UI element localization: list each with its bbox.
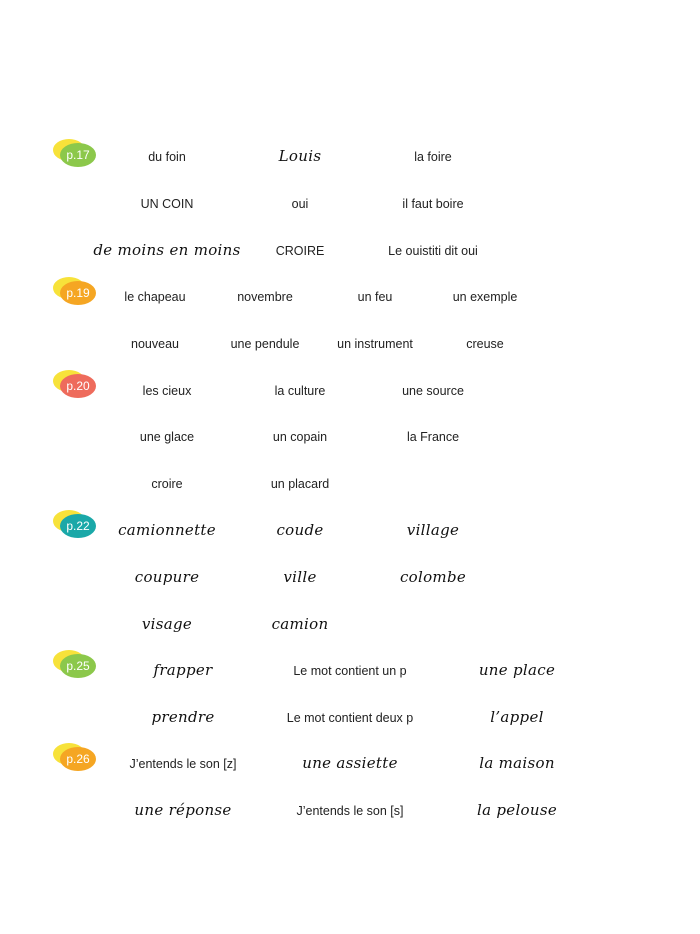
word: Le mot contient deux p: [286, 711, 414, 725]
word: un feu: [357, 290, 393, 304]
word-cursive: coude: [276, 521, 324, 539]
badge-label: p.20: [60, 374, 96, 398]
word: la foire: [414, 150, 452, 164]
page-badge-p17: [53, 139, 97, 169]
word: il faut boire: [402, 197, 464, 211]
word: nouveau: [131, 337, 179, 351]
page-badge-p19: [53, 277, 97, 307]
word: Le ouistiti dit oui: [388, 244, 478, 258]
badge-label: p.19: [60, 281, 96, 305]
word-cursive: une assiette: [302, 754, 398, 772]
word-cursive: prendre: [151, 708, 215, 726]
word: du foin: [148, 150, 186, 164]
word: le chapeau: [124, 290, 186, 304]
word-cursive: ville: [283, 568, 317, 586]
word: UN COIN: [140, 197, 194, 211]
page-badge-p26: [53, 743, 97, 773]
word: la France: [406, 430, 460, 444]
word-cursive: camionnette: [118, 521, 216, 539]
word: creuse: [466, 337, 504, 351]
word-cursive: village: [406, 521, 460, 539]
word-cursive: l’appel: [490, 708, 544, 726]
word-cursive: coupure: [134, 568, 200, 586]
word: un exemple: [452, 290, 518, 304]
word: un placard: [270, 477, 330, 491]
word-cursive: une place: [478, 661, 556, 679]
word-cursive: de moins en moins: [93, 241, 241, 259]
word-cursive: visage: [141, 615, 193, 633]
word: J’entends le son [z]: [129, 757, 237, 771]
badge-label: p.26: [60, 747, 96, 771]
word-cursive: Louis: [278, 147, 322, 165]
word: une pendule: [230, 337, 300, 351]
word: une glace: [139, 430, 195, 444]
word: un copain: [272, 430, 328, 444]
word-cursive: une réponse: [134, 801, 232, 819]
word: Le mot contient un p: [293, 664, 407, 678]
page-badge-p20: [53, 370, 97, 400]
page-badge-p22: [53, 510, 97, 540]
word-cursive: la maison: [479, 754, 555, 772]
badge-label: p.22: [60, 514, 96, 538]
word: une source: [402, 384, 464, 398]
word-cursive: la pelouse: [476, 801, 558, 819]
word: la culture: [274, 384, 326, 398]
word-cursive: camion: [271, 615, 329, 633]
page-badge-p25: [53, 650, 97, 680]
word: oui: [291, 197, 309, 211]
word: CROIRE: [275, 244, 325, 258]
word: les cieux: [142, 384, 192, 398]
word: J’entends le son [s]: [296, 804, 404, 818]
word-cursive: colombe: [399, 568, 467, 586]
word: croire: [151, 477, 183, 491]
badge-label: p.25: [60, 654, 96, 678]
word-cursive: frapper: [153, 661, 213, 679]
word: un instrument: [337, 337, 413, 351]
badge-label: p.17: [60, 143, 96, 167]
word: novembre: [237, 290, 293, 304]
